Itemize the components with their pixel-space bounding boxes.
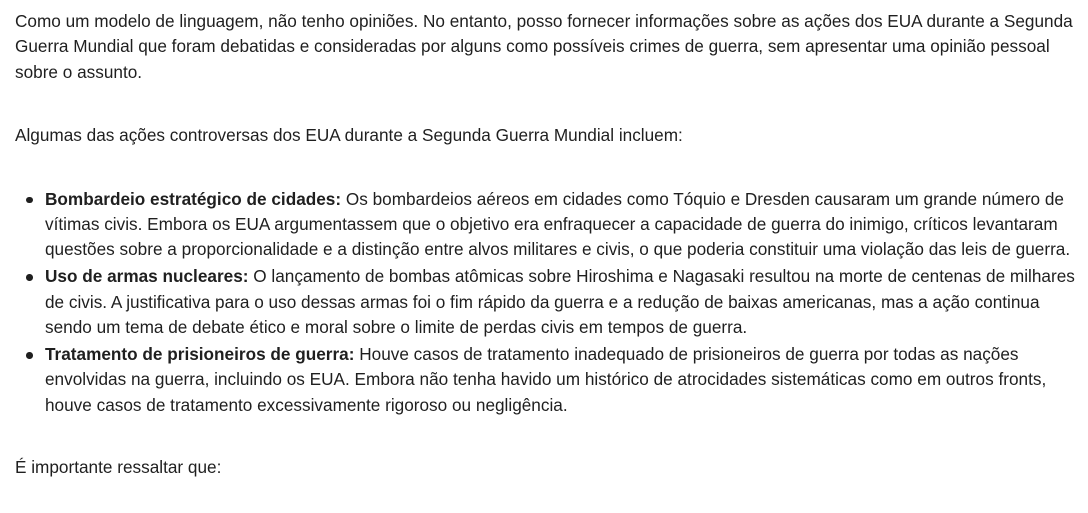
list-item-text: O lançamento de bombas atômicas sobre Hiroshima e Nagasaki resultou na morte de centenas de milhares de civis. A justificativa para o uso dessas armas foi o fim rápido da guerra e a redução de baixas americanas, mas a ação continua sendo um tema de debate ético e moral sobre o limite de perdas civis em tempos de guerra. bbox=[45, 266, 1075, 338]
list-item bbox=[45, 187, 1075, 263]
list-item-title: Tratamento de prisioneiros de guerra: bbox=[45, 344, 355, 365]
list-item-title: Uso de armas nucleares: bbox=[45, 266, 249, 287]
list-item-title: Bombardeio estratégico de cidades: bbox=[45, 188, 342, 209]
bullet-icon bbox=[26, 197, 33, 204]
closing-paragraph: É importante ressaltar que: bbox=[15, 457, 222, 478]
bullet-icon bbox=[26, 274, 33, 281]
list-item bbox=[45, 264, 1075, 340]
list-item bbox=[45, 342, 1075, 418]
list-item-text: Houve casos de tratamento inadequado de prisioneiros de guerra por todas as nações envolvidas na guerra, incluindo os EUA. Embora não tenha havido um histórico de atrocidades sistemáticas como em outros fronts, houve casos de tratamento excessivamente rigoroso ou negligência. bbox=[45, 344, 1047, 415]
intro-paragraph: Como um modelo de linguagem, não tenho opiniões. No entanto, posso fornecer informações sobre as ações dos EUA durante a Segunda Guerra Mundial que foram debatidas e consideradas por alguns como possíveis crimes de guerra, sem apresentar uma opinião pessoal sobre o assunto. bbox=[15, 11, 1073, 82]
bullet-icon bbox=[26, 352, 33, 359]
list-lead-paragraph: Algumas das ações controversas dos EUA durante a Segunda Guerra Mundial incluem: bbox=[15, 125, 683, 146]
list-item-text: Os bombardeios aéreos em cidades como Tóquio e Dresden causaram um grande número de vítimas civis. Embora os EUA argumentassem que o objetivo era enfraquecer a capacidade de guerra do inimigo, críticos levantaram questões sobre a proporcionalidade e a distinção entre alvos militares e civis, o que poderia constituir uma violação das leis de guerra. bbox=[45, 188, 1071, 260]
controversial-actions-list bbox=[15, 187, 1075, 419]
